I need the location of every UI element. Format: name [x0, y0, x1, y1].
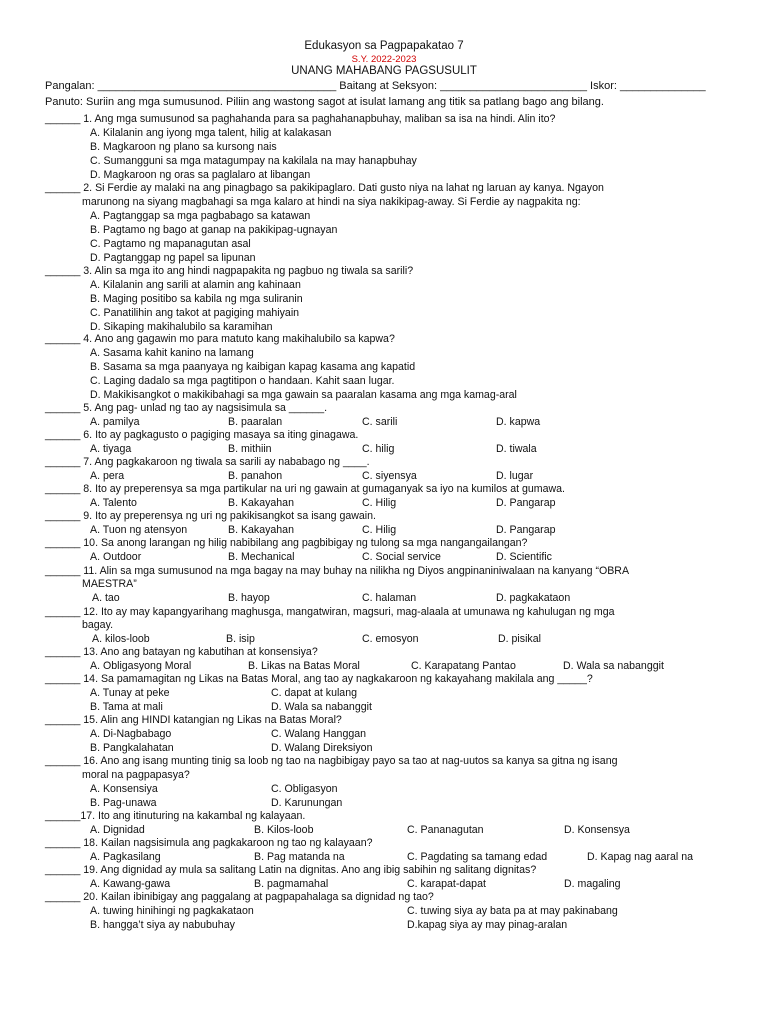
q14-option-c: C. dapat at kulang [271, 687, 357, 699]
question-19: ______ 19. Ang dignidad ay mula sa salitang Latin na dignitas. Ano ang ibig sabihin ng salitang dignitas? [45, 864, 537, 876]
q16-option-b: B. Pag-unawa [90, 797, 157, 809]
question-20: ______ 20. Kailan ibinibigay ang paggalang at pagpapahalaga sa dignidad ng tao? [45, 891, 434, 903]
q19-option-b: B. pagmamahal [254, 878, 329, 890]
question-11-cont: MAESTRA” [82, 578, 137, 590]
q14-option-b: B. Tama at mali [90, 701, 163, 713]
q9-option-c: C. Hilig [362, 524, 397, 536]
q18-option-d: D. Kapag nag aaral na [587, 851, 694, 863]
question-10: ______ 10. Sa anong larangan ng hilig nabibilang ang pagbibigay ng tulong sa mga nangangailangan? [45, 537, 528, 549]
q1-option-b: B. Magkaroon ng plano sa kursong nais [90, 141, 277, 153]
q10-option-b: B. Mechanical [228, 551, 295, 563]
question-3: ______ 3. Alin sa mga ito ang hindi nagpapakita ng pagbuo ng tiwala sa sarili? [45, 265, 414, 277]
q11-option-c: C. halaman [362, 592, 417, 604]
question-6: ______ 6. Ito ay pagkagusto o pagiging masaya sa iting ginagawa. [45, 429, 359, 441]
q10-option-c: C. Social service [362, 551, 441, 563]
q14-option-a: A. Tunay at peke [90, 687, 170, 699]
q8-option-a: A. Talento [90, 497, 137, 509]
question-16-cont: moral na pagpapasya? [82, 769, 190, 781]
question-2: ______ 2. Si Ferdie ay malaki na ang pinagbago sa pakikipaglaro. Dati gusto niya na lahat ng laruan ay kanya. Ngayon [45, 182, 604, 194]
q17-option-c: C. Pananagutan [407, 824, 484, 836]
q12-option-a: A. kilos-loob [92, 633, 150, 645]
q4-option-c: C. Laging dadalo sa mga pagtitipon o handaan. Kahit saan lugar. [90, 375, 395, 387]
q6-option-c: C. hilig [362, 443, 395, 455]
q20-option-c: C. tuwing siya ay bata pa at may pakinabang [407, 905, 618, 917]
q2-option-b: B. Pagtamo ng bago at ganap na pakikipag-ugnayan [90, 224, 338, 236]
q1-option-c: C. Sumangguni sa mga matagumpay na kakilala na may hanapbuhay [90, 155, 417, 167]
question-11: ______ 11. Alin sa mga sumusunod na mga bagay na may buhay na nilikha ng Diyos angpinaniniwalaan na kanyang “OBRA [45, 565, 630, 577]
question-4: ______ 4. Ano ang gagawin mo para matuto kang makihalubilo sa kapwa? [45, 333, 395, 345]
q15-option-a: A. Di-Nagbabago [90, 728, 172, 740]
q6-option-a: A. tiyaga [90, 443, 132, 455]
q2-option-c: C. Pagtamo ng mapanagutan asal [90, 238, 251, 250]
q9-option-a: A. Tuon ng atensyon [90, 524, 188, 536]
q4-option-a: A. Sasama kahit kanino na lamang [90, 347, 254, 359]
q6-option-d: D. tiwala [496, 443, 537, 455]
school-year: S.Y. 2022-2023 [351, 54, 417, 65]
q18-option-b: B. Pag matanda na [254, 851, 345, 863]
q13-option-c: C. Karapatang Pantao [411, 660, 516, 672]
q14-option-d: D. Wala sa nabanggit [271, 701, 372, 713]
q3-option-b: B. Maging positibo sa kabila ng mga suliranin [90, 293, 303, 305]
q19-option-a: A. Kawang-gawa [90, 878, 171, 890]
q5-option-b: B. paaralan [228, 416, 283, 428]
q10-option-a: A. Outdoor [90, 551, 142, 563]
exam-title: UNANG MAHABANG PAGSUSULIT [291, 65, 477, 77]
q16-option-a: A. Konsensiya [90, 783, 158, 795]
q8-option-c: C. Hilig [362, 497, 397, 509]
q18-option-c: C. Pagdating sa tamang edad [407, 851, 548, 863]
q13-option-a: A. Obligasyong Moral [90, 660, 192, 672]
question-5: ______ 5. Ang pag- unlad ng tao ay nagsisimula sa ______. [45, 402, 328, 414]
question-14: ______ 14. Sa pamamagitan ng Likas na Batas Moral, ang tao ay nagkakaroon ng kakayahang makilala ang _____? [45, 673, 593, 685]
question-17: ______17. Ito ang itinuturing na kakambal ng kalayaan. [45, 810, 306, 822]
question-12-cont: bagay. [82, 619, 114, 631]
q8-option-d: D. Pangarap [496, 497, 556, 509]
q3-option-a: A. Kilalanin ang sarili at alamin ang kahinaan [90, 279, 301, 291]
q4-option-b: B. Sasama sa mga paanyaya ng kaibigan kapag kasama ang kapatid [90, 361, 416, 373]
q15-option-b: B. Pangkalahatan [90, 742, 174, 754]
q2-option-a: A. Pagtanggap sa mga pagbabago sa katawan [90, 210, 311, 222]
q3-option-c: C. Panatilihin ang takot at pagiging mahiyain [90, 307, 300, 319]
question-9: ______ 9. Ito ay preperensya ng uri ng pakikisangkot sa isang gawain. [45, 510, 376, 522]
q3-option-d: D. Sikaping makihalubilo sa karamihan [90, 321, 273, 333]
question-16: ______ 16. Ano ang isang munting tinig sa loob ng tao na nagbibigay payo sa tao at nag-uutos sa kanya sa gitna ng isang [45, 755, 618, 767]
q17-option-d: D. Konsensya [564, 824, 630, 836]
q5-option-c: C. sarili [362, 416, 398, 428]
q19-option-c: C. karapat-dapat [407, 878, 486, 890]
q1-option-d: D. Magkaroon ng oras sa paglalaro at libangan [90, 169, 311, 181]
q12-option-c: C. emosyon [362, 633, 419, 645]
q10-option-d: D. Scientific [496, 551, 552, 563]
q20-option-d: D.kapag siya ay may pinag-aralan [407, 919, 568, 931]
q16-option-c: C. Obligasyon [271, 783, 338, 795]
question-7: ______ 7. Ang pagkakaroon ng tiwala sa sarili ay nababago ng ____. [45, 456, 370, 468]
q1-option-a: A. Kilalanin ang iyong mga talent, hilig at kalakasan [90, 127, 332, 139]
q20-option-a: A. tuwing hinihingi ng pagkakataon [90, 905, 254, 917]
question-13: ______ 13. Ano ang batayan ng kabutihan at konsensiya? [45, 646, 318, 658]
q9-option-b: B. Kakayahan [228, 524, 294, 536]
q19-option-d: D. magaling [564, 878, 621, 890]
q17-option-b: B. Kilos-loob [254, 824, 314, 836]
q2-option-d: D. Pagtanggap ng papel sa lipunan [90, 252, 256, 264]
q11-option-d: D. pagkakataon [496, 592, 571, 604]
q18-option-a: A. Pagkasilang [90, 851, 161, 863]
q20-option-b: B. hangga’t siya ay nabubuhay [90, 919, 235, 931]
q17-option-a: A. Dignidad [90, 824, 145, 836]
q7-option-a: A. pera [90, 470, 125, 482]
q11-option-a: A. tao [92, 592, 120, 604]
q7-option-d: D. lugar [496, 470, 534, 482]
subject-title: Edukasyon sa Pagpapakatao 7 [304, 40, 464, 52]
q6-option-b: B. mithiin [228, 443, 272, 455]
q12-option-b: B. isip [226, 633, 255, 645]
question-18: ______ 18. Kailan nagsisimula ang pagkakaroon ng tao ng kalayaan? [45, 837, 373, 849]
q13-option-b: B. Likas na Batas Moral [248, 660, 360, 672]
q16-option-d: D. Karunungan [271, 797, 343, 809]
q13-option-d: D. Wala sa nabanggit [563, 660, 664, 672]
q4-option-d: D. Makikisangkot o makikibahagi sa mga gawain sa paaralan kasama ang mga kamag-aral [90, 389, 517, 401]
student-fields-line: Pangalan: _______________________________________ Baitang at Seksyon: ________________________ Iskor: ______________ [45, 80, 706, 92]
q15-option-d: D. Walang Direksiyon [271, 742, 373, 754]
question-2-cont: marunong na siyang magbahagi sa mga kalaro at hindi na siya nakikipag-away. Si Ferdie ay nagpakita ng: [82, 196, 581, 208]
q9-option-d: D. Pangarap [496, 524, 556, 536]
q11-option-b: B. hayop [228, 592, 270, 604]
question-15: ______ 15. Alin ang HINDI katangian ng Likas na Batas Moral? [45, 714, 342, 726]
instructions: Panuto: Suriin ang mga sumusunod. Piliin ang wastong sagot at isulat lamang ang titik sa patlang bago ang bilang. [45, 96, 604, 108]
question-1: ______ 1. Ang mga sumusunod sa paghahanda para sa paghahanapbuhay, maliban sa isa na hindi. Alin ito? [45, 113, 556, 125]
q8-option-b: B. Kakayahan [228, 497, 294, 509]
question-12: ______ 12. Ito ay may kapangyarihang maghusga, mangatwiran, magsuri, mag-alaala at umunawa ng kahulugan ng mga [45, 606, 615, 618]
q5-option-a: A. pamilya [90, 416, 140, 428]
question-8: ______ 8. Ito ay preperensya sa mga partikular na uri ng gawain at gumaganyak sa iyo na kumilos at gumawa. [45, 483, 565, 495]
q7-option-b: B. panahon [228, 470, 283, 482]
q12-option-d: D. pisikal [498, 633, 541, 645]
q7-option-c: C. siyensya [362, 470, 417, 482]
q5-option-d: D. kapwa [496, 416, 541, 428]
q15-option-c: C. Walang Hanggan [271, 728, 367, 740]
